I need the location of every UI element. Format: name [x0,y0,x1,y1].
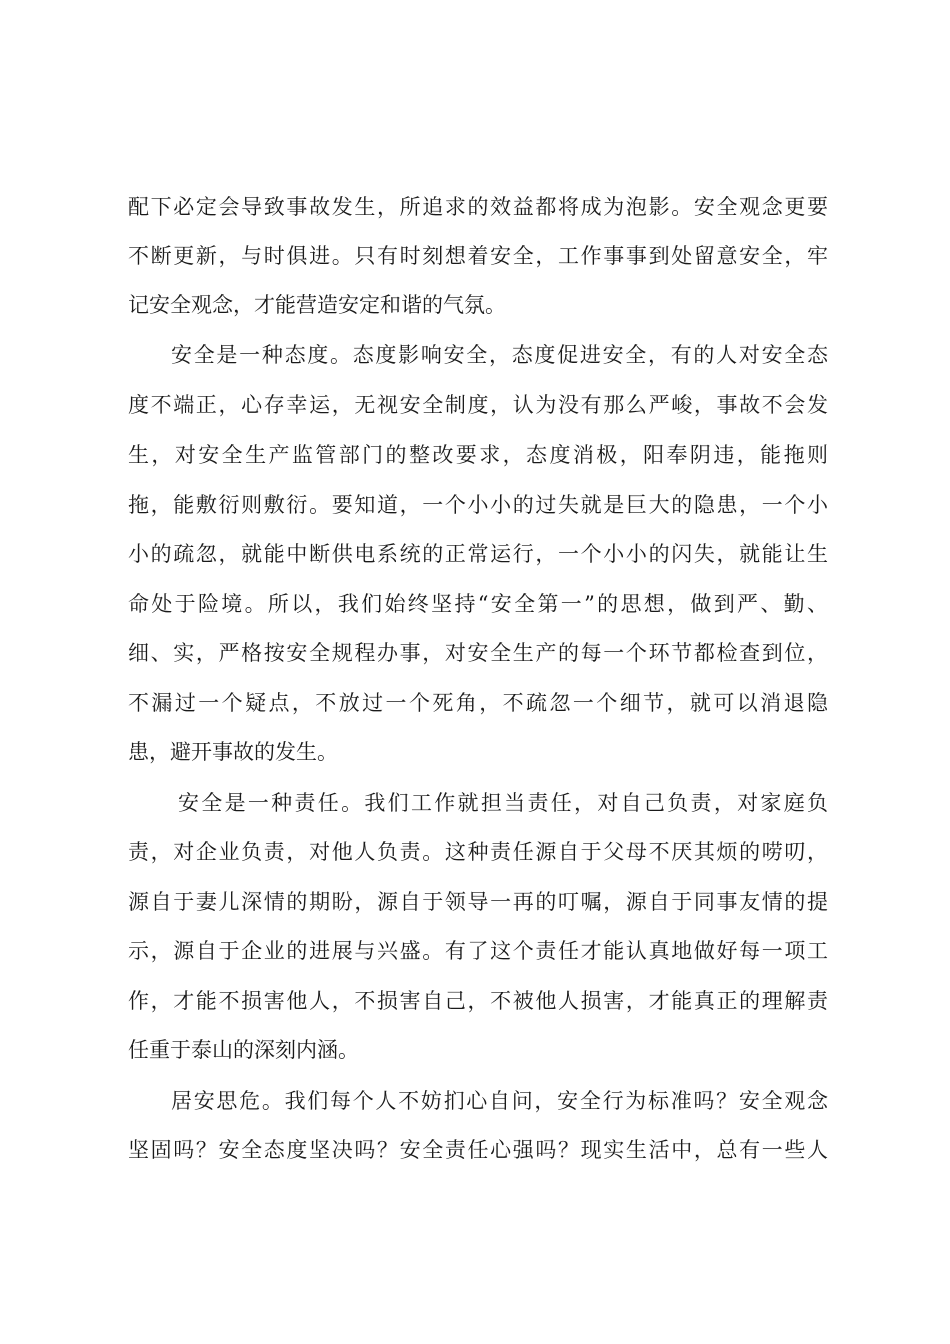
paragraph-2-line-4: 拖，能敷衍则敷衍。要知道，一个小小的过失就是巨大的隐患，一个小 [128,493,828,517]
paragraph-3-line-3: 源自于妻儿深情的期盼，源自于领导一再的叮嘱，源自于同事友情的提 [128,890,828,914]
paragraph-1-line-1: 配下必定会导致事故发生，所追求的效益都将成为泡影。安全观念更要 [128,195,828,219]
paragraph-2-line-8: 不漏过一个疑点，不放过一个死角，不疏忽一个细节，就可以消退隐 [128,691,828,715]
paragraph-3-line-5: 作，才能不损害他人，不损害自己，不被他人损害，才能真正的理解责 [128,989,828,1013]
paragraph-2-line-5: 小的疏忽，就能中断供电系统的正常运行，一个小小的闪失，就能让生 [128,542,828,566]
paragraph-1-line-3: 记安全观念，才能营造安定和谐的气氛。 [128,293,506,317]
paragraph-2-line-9: 患，避开事故的发生。 [128,740,338,764]
paragraph-4-line-1: 居安思危。我们每个人不妨扪心自问，安全行为标准吗？安全观念 [171,1089,828,1113]
paragraph-4-line-2: 坚固吗？安全态度坚决吗？安全责任心强吗？现实生活中，总有一些人 [128,1138,828,1162]
paragraph-2-line-7: 细、实，严格按安全规程办事，对安全生产的每一个环节都检查到位， [128,641,828,665]
paragraph-3-line-1: 安全是一种责任。我们工作就担当责任，对自己负责，对家庭负 [178,791,828,815]
paragraph-1-line-2: 不断更新，与时俱进。只有时刻想着安全，工作事事到处留意安全，牢 [128,244,828,268]
paragraph-2-line-6: 命处于险境。所以，我们始终坚持“安全第一”的思想，做到严、勤、 [128,592,828,616]
paragraph-3-line-6: 任重于泰山的深刻内涵。 [128,1038,359,1062]
paragraph-2-line-2: 度不端正，心存幸运，无视安全制度，认为没有那么严峻，事故不会发 [128,393,828,417]
paragraph-3-line-4: 示，源自于企业的进展与兴盛。有了这个责任才能认真地做好每一项工 [128,939,828,963]
paragraph-3-line-2: 责，对企业负责，对他人负责。这种责任源自于父母不厌其烦的唠叨， [128,840,828,864]
paragraph-2-line-1: 安全是一种态度。态度影响安全，态度促进安全，有的人对安全态 [171,343,828,367]
paragraph-2-line-3: 生，对安全生产监管部门的整改要求，态度消极，阳奉阴违，能拖则 [128,443,828,467]
